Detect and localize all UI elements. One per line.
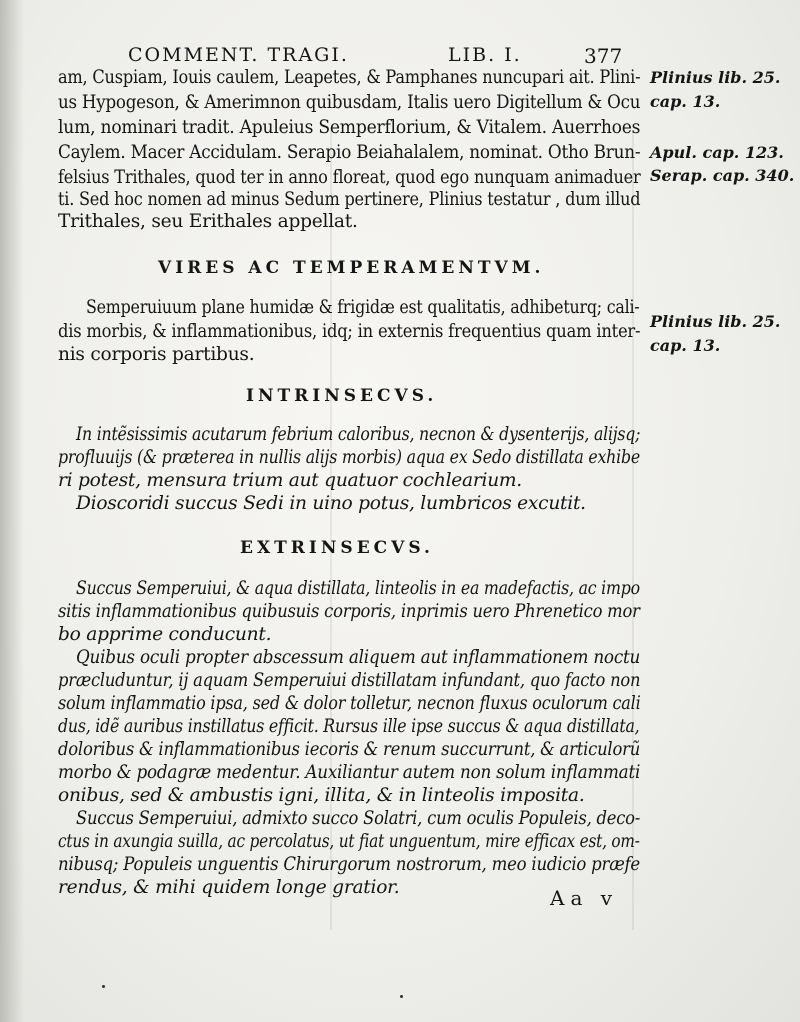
margin-note: cap. 13. [650,92,721,111]
text-line: morbo & podagræ medentur. Auxiliantur autem non solum inflammati [58,762,641,783]
page-number: 377 [584,44,623,68]
margin-note: Apul. cap. 123. [650,143,784,162]
margin-note: Serap. cap. 340. [650,166,795,185]
text-line: bo apprime conducunt. [58,624,272,645]
text-line: onibus, sed & ambustis igni, illita, & in linteolis imposita. [58,785,585,806]
running-head-title: COMMENT. TRAGI. [128,44,349,66]
text-line: sitis inflammationibus quibusuis corporis, inprimis uero Phrenetico mor [58,601,640,622]
text-line: præcluduntur, ij aquam Semperuiui distillatam infundant, quo facto non [58,670,641,691]
text-line: dis morbis, & inflammationibus, idq; in externis frequentius quam inter- [58,321,641,342]
text-line: dus, idẽ auribus instillatus efficit. Rursus ille ipse succus & aqua distillata, [58,716,640,737]
text-line: doloribus & inflammationibus iecoris & renum succurrunt, & articulorũ [58,739,641,760]
text-line: Semperuiuum plane humidæ & frigidæ est qualitatis, adhibeturq; cali- [86,297,640,318]
running-head-book: LIB. I. [448,44,522,66]
text-line: solum inflammatio ipsa, sed & dolor tolletur, necnon fluxus oculorum cali [58,693,641,714]
signature-mark: Aa v [550,886,619,910]
text-line: lum, nominari tradit. Apuleius Semperflorium, & Vitalem. Auerrhoes [58,117,641,138]
text-line: am, Cuspiam, Iouis caulem, Leapetes, & Pamphanes nuncupari ait. Plini- [58,67,641,88]
section-heading: INTRINSECVS. [246,386,438,406]
text-line: Succus Semperuiui, & aqua distillata, linteolis in ea madefactis, ac impo [76,578,640,599]
ink-speck [102,985,105,988]
text-line: Caylem. Macer Accidulam. Serapio Beiahalalem, nominat. Otho Brun- [58,142,641,163]
text-line: In intẽsissimis acutarum febrium caloribus, necnon & dysenterijs, alijsq; [76,424,641,445]
text-line: ti. Sed hoc nomen ad minus Sedum pertinere, Plinius testatur , dum illud [58,189,641,210]
margin-note: Plinius lib. 25. [650,312,781,331]
margin-note: cap. 13. [650,336,721,355]
text-line: Quibus oculi propter abscessum aliquem aut inflammationem noctu [76,647,641,668]
text-line: nibusq; Populeis unguentis Chirurgorum nostrorum, meo iudicio præfe [58,854,640,875]
margin-note: Plinius lib. 25. [650,68,781,87]
ink-speck [400,995,403,998]
text-line: Succus Semperuiui, admixto succo Solatri, cum oculis Populeis, deco- [76,808,641,829]
text-line: ctus in axungia suilla, ac percolatus, ut fiat unguentum, mire efficax est, om- [58,831,640,852]
text-line: us Hypogeson, & Amerimnon quibusdam, Italis uero Digitellum & Ocu [58,92,641,113]
text-line: felsius Trithales, quod ter in anno floreat, quod ego nunquam animaduer [58,167,641,188]
text-line: Dioscoridi succus Sedi in uino potus, lumbricos excutit. [76,493,586,514]
section-heading: VIRES AC TEMPERAMENTVM. [158,258,545,278]
text-line: ri potest, mensura trium aut quatuor cochlearium. [58,470,522,491]
text-line: rendus, & mihi quidem longe gratior. [58,877,400,898]
text-line: Trithales, seu Erithales appellat. [58,211,358,232]
section-heading: EXTRINSECVS. [240,538,434,558]
text-line: nis corporis partibus. [58,344,255,365]
text-line: profluuijs (& præterea in nullis alijs morbis) aqua ex Sedo distillata exhibe [58,447,640,468]
